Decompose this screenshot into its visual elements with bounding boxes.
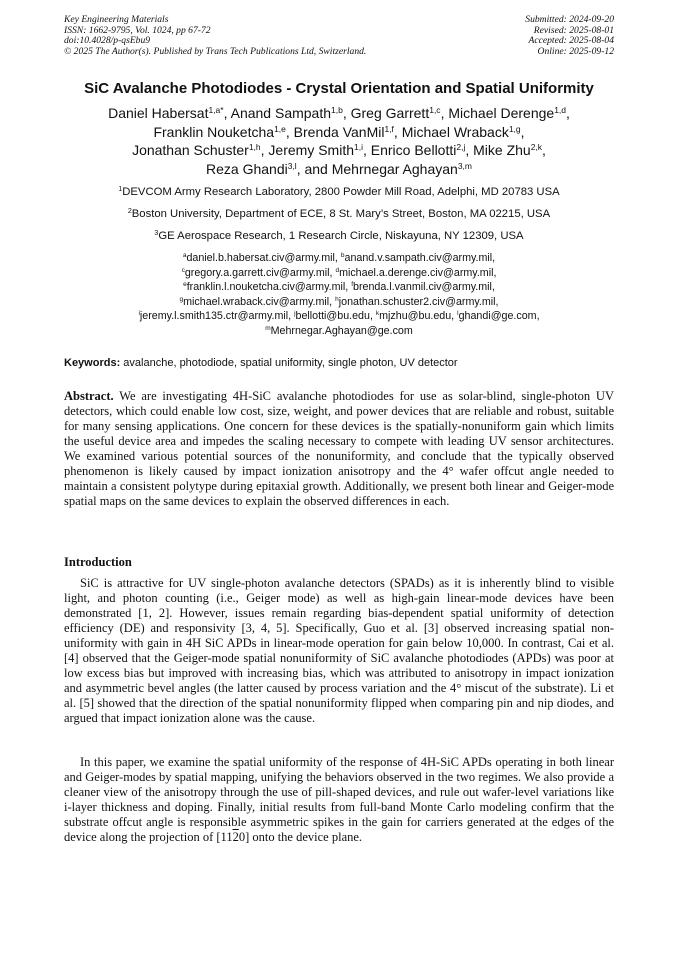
affiliation-3: $^3$GE Aerospace Research, 1 Research Circle, Niskayuna, NY 12309, USA	[154, 230, 524, 242]
author-list	[40, 104, 638, 178]
copyright-notice: © 2025 The Author(s). Published by Trans Tech Publications Ltd, Switzerland.	[64, 45, 367, 57]
email-link[interactable]: daniel.b.habersat.civ@army.mil,	[186, 252, 341, 264]
doi[interactable]: doi:10.4028/p-qsEbu9	[64, 35, 151, 47]
online-date: Online: 2025-09-12	[537, 45, 614, 57]
email-link[interactable]: michael.wraback.civ@army.mil,	[183, 295, 336, 308]
email-link[interactable]: michael.a.derenge.civ@army.mil,	[339, 266, 497, 279]
email-list	[80, 251, 598, 339]
author: Daniel Habersat$^{1,a*}$,	[108, 105, 231, 121]
email-link[interactable]: mjzhu@bu.edu,	[379, 310, 458, 323]
email-link[interactable]: franklin.l.nouketcha.civ@army.mil,	[186, 281, 352, 294]
abstract	[64, 389, 614, 509]
abstract-label: Abstract.	[64, 389, 114, 403]
journal-issn: ISSN: 1662-9795, Vol. 1024, pp 67-72	[64, 24, 211, 36]
intro-paragraph-2: In this paper, we examine the spatial uniformity of the response of 4H-SiC APDs operating in both linear and Geiger-modes by spatial mapping, unifying the behaviors observed in the two regimes. We also provide a cleaner view of the anisotropy through the use of pill-shaped devices, and rule out wafer-level variations like i-layer thickness and doping. Finally, initial results from full-band Monte Carlo modeling confirm that the substrate offcut angle is responsible asymmetric spikes in the gain for carriers generated at the edges of the device along the projection of [1120] onto the device plane.	[64, 755, 614, 845]
author: Mike Zhu$^{2,k}$,	[473, 142, 546, 158]
journal-header-left	[64, 15, 366, 57]
author: Reza Ghandi$^{3,l}$, and	[206, 160, 332, 177]
email-line: $^m$Mehrnegar.Aghayan@ge.com	[265, 324, 413, 337]
email-link[interactable]: anand.v.sampath.civ@army.mil,	[344, 252, 496, 264]
author: Michael Derenge$^{1,d}$,	[448, 105, 570, 121]
paper-title: SiC Avalanche Photodiodes - Crystal Orientation and Spatial Uniformity	[84, 80, 594, 97]
intro-paragraph-1: SiC is attractive for UV single-photon avalanche detectors (SPADs) as it is inherently blind to visible light, and photon counting (i.e., Geiger mode) as well as high-gain linear-mode devices have been demonstrated [1, 2]. However, issues remain regarding bias-dependent spatial uniformity of detection efficiency (DE) and responsivity [3, 4, 5]. Specifically, Guo et al. [3] observed increasing spatial non-uniformity with gain in 4H SiC APDs in linear-mode operation for gain below 10,000. In contrast, Cai et al. [4] observed that the Geiger-mode spatial nonuniformity of SiC avalanche photodiodes (APDs) was poor at low excess bias but improved with increasing bias, which was attributed to anisotropy in impact ionization and asymmetric bevel angles (the latter caused by process variation and the 4° miscut of the substrate). Li et al. [5] showed that the direction of the spatial nonuniformity flipped when comparing pin and nip diodes, and argued that impact ionization alone was the cause.	[64, 576, 614, 726]
email-link[interactable]: jonathan.schuster2.civ@army.mil,	[338, 295, 499, 308]
abstract-text: We are investigating 4H-SiC avalanche photodiodes for use as solar-blind, single-photon UV detectors, which could enable low cost, size, weight, and power devices that are reliable and robust, suitable for many sensing applications. One concern for these devices is the spatially-nonuniform gain which limits the useful device area and impedes the scaling necessary to compete with leading UV sensor architectures. We examined various potential sources of the nonuniformity, and conclude that the typically observed phenomenon is likely caused by impact ionization anisotropy and the 4° wafer offcut angle needed to maintain a consistent polytype during epitaxial growth. Additionally, we present both linear and Geiger-mode spatial maps on the same devices to explain the observed differences in each.	[64, 389, 614, 509]
email-line: $^i$jeremy.l.smith135.ctr@army.mil, $^j$bellotti@bu.edu, $^k$mjzhu@bu.edu, $^l$ghandi@ge.com,	[138, 310, 540, 323]
email-link[interactable]: jeremy.l.smith135.ctr@army.mil,	[139, 310, 295, 323]
author: Brenda VanMil$^{1,f}$,	[293, 123, 402, 140]
submitted-date: Submitted: 2024-09-20	[525, 14, 614, 25]
keywords-text: avalanche, photodiode, spatial uniformity, single photon, UV detector	[120, 357, 458, 369]
email-link[interactable]: brenda.l.vanmil.civ@army.mil,	[353, 281, 495, 294]
email-line: $^g$michael.wraback.civ@army.mil, $^h$jonathan.schuster2.civ@army.mil,	[179, 295, 499, 308]
author: Anand Sampath$^{1,b}$,	[230, 105, 351, 121]
affiliation-2: $^2$Boston University, Department of ECE, 8 St. Mary’s Street, Boston, MA 02215, USA	[127, 208, 551, 220]
accepted-date: Accepted: 2025-08-04	[528, 35, 614, 47]
journal-header-right	[525, 15, 614, 57]
author: Jonathan Schuster$^{1,h}$,	[132, 142, 269, 158]
email-line: $^c$gregory.a.garrett.civ@army.mil, $^d$michael.a.derenge.civ@army.mil,	[181, 266, 497, 279]
email-link[interactable]: bellotti@bu.edu,	[295, 310, 376, 323]
keywords-label: Keywords:	[64, 357, 121, 369]
email-link[interactable]: gregory.a.garrett.civ@army.mil,	[184, 266, 336, 279]
journal-name: Key Engineering Materials	[64, 14, 169, 25]
email-line: $^e$franklin.l.nouketcha.civ@army.mil, $^f$brenda.l.vanmil.civ@army.mil,	[183, 281, 495, 294]
author: Michael Wraback$^{1,g}$,	[401, 123, 525, 140]
affiliation-1: $^1$DEVCOM Army Research Laboratory, 2800 Powder Mill Road, Adelphi, MD 20783 USA	[118, 186, 560, 198]
email-link[interactable]: ghandi@ge.com,	[458, 310, 540, 323]
author: Greg Garrett$^{1,c}$,	[350, 105, 449, 121]
section-heading-introduction: Introduction	[64, 555, 132, 569]
author: Mehrnegar Aghayan$^{3,m}$	[331, 160, 472, 177]
revised-date: Revised: 2025-08-01	[533, 24, 614, 36]
author: Enrico Bellotti$^{2,j}$,	[370, 142, 474, 158]
email-line: $^a$daniel.b.habersat.civ@army.mil, $^b$anand.v.sampath.civ@army.mil,	[182, 252, 496, 264]
author: Jeremy Smith$^{1,i}$,	[268, 142, 371, 158]
keywords	[64, 357, 614, 369]
email-link[interactable]: Mehrnegar.Aghayan@ge.com	[270, 324, 413, 337]
author: Franklin Nouketcha$^{1,e}$,	[153, 123, 294, 140]
